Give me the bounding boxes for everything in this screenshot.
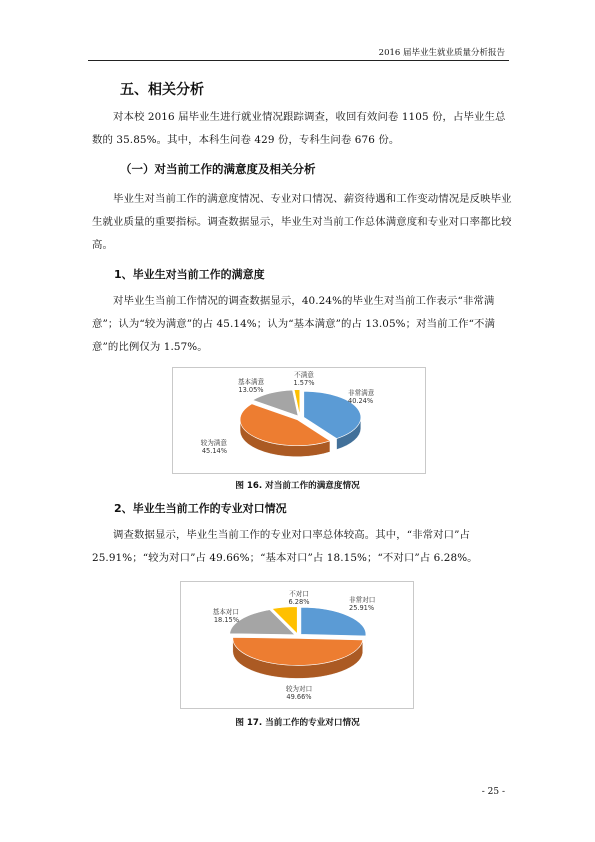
header-title: 2016 届毕业生就业质量分析报告 xyxy=(378,48,505,58)
item1-paragraph: 对毕业生当前工作情况的调查数据显示，40.24%的毕业生对当前工作表示“非常满意”；认为“较为满意”的占 45.14%；认为“基本满意”的占 13.05%；对当前工作“不满意”的比例仅为 1.57%。 xyxy=(92,295,495,353)
slice-value-very-matched: 25.91% xyxy=(349,604,375,612)
slice-label-fairly-matched: 较为对口 xyxy=(285,685,313,693)
slice-value-dissatisfied: 1.57% xyxy=(293,379,315,387)
major-match-pie-chart xyxy=(180,581,414,709)
header-rule xyxy=(88,60,509,61)
slice-value-fairly-satisfied: 45.14% xyxy=(201,447,227,455)
section-heading: 五、相关分析 xyxy=(120,82,204,98)
figure17-caption: 图 17. 当前工作的专业对口情况 xyxy=(235,718,360,728)
section-intro: 对本校 2016 届毕业生进行就业情况跟踪调查，收回有效问卷 1105 份，占毕业生总数的 35.85%。其中，本科生问卷 429 份，专科生问卷 676 份。 xyxy=(92,111,506,146)
slice-label-basically-satisfied: 基本满意 xyxy=(237,378,265,386)
slice-value-fairly-matched: 49.66% xyxy=(286,693,312,701)
slice-label-very-satisfied: 非常满意 xyxy=(348,389,375,397)
satisfaction-pie-chart xyxy=(172,367,426,474)
slice-value-not-matched: 6.28% xyxy=(288,598,310,606)
page-number: - 25 - xyxy=(481,787,505,797)
slice-label-not-matched: 不对口 xyxy=(289,590,309,598)
slice-value-basically-matched: 18.15% xyxy=(213,616,239,624)
slice-value-very-satisfied: 40.24% xyxy=(348,397,374,405)
major-match-pie-svg xyxy=(181,582,413,708)
subsection-paragraph: 毕业生对当前工作的满意度情况、专业对口情况、薪资待遇和工作变动情况是反映毕业生就业质量的重要指标。调查数据显示，毕业生对当前工作总体满意度和专业对口率都比较高。 xyxy=(92,193,512,251)
figure16-caption: 图 16. 对当前工作的满意度情况 xyxy=(235,481,360,491)
slice-label-dissatisfied: 不满意 xyxy=(294,371,314,379)
slice-label-basically-matched: 基本对口 xyxy=(212,608,239,616)
slice-value-basically-satisfied: 13.05% xyxy=(238,386,264,394)
item1-heading: 1、毕业生对当前工作的满意度 xyxy=(114,268,265,281)
satisfaction-pie-svg xyxy=(173,368,425,473)
slice-label-fairly-satisfied: 较为满意 xyxy=(200,439,227,447)
subsection-heading: （一）对当前工作的满意度及相关分析 xyxy=(120,162,316,176)
item2-paragraph: 调查数据显示，毕业生当前工作的专业对口率总体较高。其中，“非常对口”占 25.91%；“较为对口”占 49.66%；“基本对口”占 18.15%；“不对口”占 6.28%。 xyxy=(92,529,478,564)
item2-heading: 2、毕业生当前工作的专业对口情况 xyxy=(114,502,287,515)
slice-label-very-matched: 非常对口 xyxy=(349,596,376,604)
